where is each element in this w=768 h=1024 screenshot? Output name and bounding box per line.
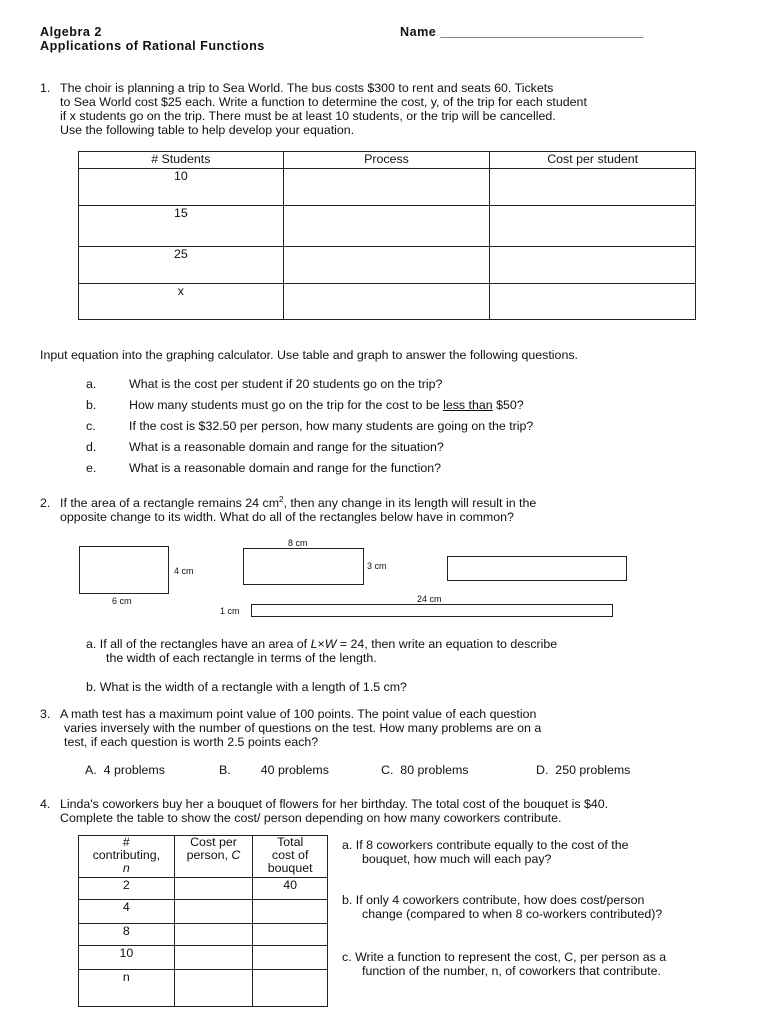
q4-row-total[interactable] — [253, 924, 328, 946]
q4-part-a-line-2: bouquet, how much will each pay? — [362, 852, 552, 866]
choice-d-letter: D. — [536, 763, 549, 777]
q2-superscript: 2 — [279, 494, 284, 504]
q4-part-b-line-1: b. If only 4 coworkers contribute, how does cost/person — [342, 893, 645, 907]
rect2-width-label: 8 cm — [288, 538, 308, 548]
q1-header-students: # Students — [79, 152, 284, 169]
q4-row-n: 8 — [79, 924, 175, 946]
q4-row-n: n — [79, 970, 175, 1007]
choice-c[interactable] — [381, 763, 468, 777]
q2-line-1-end: , then any change in its length will result in the — [283, 496, 537, 510]
q1-part-b-text-start: How many students must go on the trip for the cost to be — [129, 398, 444, 412]
q4-h2-line-2 — [175, 849, 253, 862]
rect1-height-label: 4 cm — [174, 566, 194, 576]
q1-header-process: Process — [283, 152, 490, 169]
q2-part-a-end: = 24, then write an equation to describe — [336, 637, 558, 651]
q1-part-b-underlined: less than — [443, 398, 493, 412]
q1-row-process[interactable] — [283, 247, 490, 284]
q1-part-a-text: What is the cost per student if 20 students go on the trip? — [129, 377, 443, 391]
rectangle-6x4 — [79, 546, 169, 594]
q2-part-a-start: a. If all of the rectangles have an area of — [86, 637, 311, 651]
q4-h2-variable: C — [231, 848, 241, 862]
rect4-width-label: 24 cm — [417, 594, 442, 604]
q4-h2-line-2-text: person, — [186, 848, 232, 862]
rectangle-8x3 — [243, 548, 364, 585]
q1-line-4: Use the following table to help develop your equation. — [60, 123, 355, 137]
q4-line-1: Linda's coworkers buy her a bouquet of flowers for her birthday. The total cost of the bouquet is $40. — [60, 797, 609, 811]
rectangle-unlabeled — [447, 556, 627, 581]
q1-part-a-letter: a. — [86, 377, 97, 391]
q4-row-n: 4 — [79, 900, 175, 924]
q4-part-c-line-1: c. Write a function to represent the cost, C, per person as a — [342, 950, 667, 964]
q4-h2-line-1: Cost per — [190, 835, 237, 849]
q1-row-students: x — [79, 284, 284, 320]
length-variable: L — [310, 637, 318, 651]
times-symbol: × — [317, 637, 325, 651]
choice-b[interactable] — [219, 763, 329, 777]
q4-h3-line-2: cost of — [271, 848, 309, 862]
q2-part-a-line-1 — [86, 637, 557, 651]
q4-part-a-line-1: a. If 8 coworkers contribute equally to the cost of the — [342, 838, 629, 852]
course-title: Algebra 2 — [40, 25, 102, 39]
q4-h1-line-3: n — [122, 861, 130, 875]
q4-part-b-line-2: change (compared to when 8 co-workers contributed)? — [362, 907, 663, 921]
name-label: Name — [400, 25, 437, 39]
q4-row-cost[interactable] — [174, 900, 253, 924]
choice-a-letter: A. — [85, 763, 97, 777]
q4-row-n: 2 — [79, 878, 175, 900]
name-line — [400, 25, 643, 39]
q2-line-1-start: If the area of a rectangle remains 24 cm — [60, 496, 280, 510]
q4-header-contributing — [79, 836, 175, 878]
q2-part-a-line-2: the width of each rectangle in terms of the length. — [106, 651, 377, 665]
q1-row-process[interactable] — [283, 169, 490, 206]
width-variable: W — [324, 637, 337, 651]
q4-table — [78, 835, 328, 1007]
choice-b-letter: B. — [219, 763, 231, 777]
q4-part-c-line-2: function of the number, n, of coworkers that contribute. — [362, 964, 661, 978]
q3-line-3: test, if each question is worth 2.5 points each? — [64, 735, 319, 749]
q1-part-b-letter: b. — [86, 398, 97, 412]
q2-number: 2. — [40, 496, 51, 510]
q4-row-cost[interactable] — [174, 924, 253, 946]
choice-a[interactable] — [85, 763, 165, 777]
choice-a-text: 4 problems — [103, 763, 165, 777]
q2-part-b: b. What is the width of a rectangle with a length of 1.5 cm? — [86, 680, 407, 694]
q1-line-2: to Sea World cost $25 each. Write a function to determine the cost, y, of the trip for each student — [60, 95, 587, 109]
q1-line-1: The choir is planning a trip to Sea World. The bus costs $300 to rent and seats 60. Tickets — [60, 81, 554, 95]
q1-row-process[interactable] — [283, 206, 490, 247]
choice-d[interactable] — [536, 763, 630, 777]
q4-row-total[interactable] — [253, 900, 328, 924]
q1-part-c-letter: c. — [86, 419, 96, 433]
q1-table — [78, 151, 696, 320]
q2-line-2: opposite change to its width. What do all of the rectangles below have in common? — [60, 510, 514, 524]
q1-row-students: 25 — [79, 247, 284, 284]
q4-h1-line-1: # — [122, 835, 130, 849]
q4-row-cost[interactable] — [174, 970, 253, 1007]
q4-line-2: Complete the table to show the cost/ person depending on how many coworkers contribute. — [60, 811, 562, 825]
q2-line-1 — [60, 496, 536, 510]
q1-part-d-text: What is a reasonable domain and range for the situation? — [129, 440, 444, 454]
q4-row-cost[interactable] — [174, 878, 253, 900]
q4-h1-line-2: contributing, — [92, 848, 161, 862]
choice-c-letter: C. — [381, 763, 394, 777]
q1-row-cost[interactable] — [490, 169, 696, 206]
q1-row-process[interactable] — [283, 284, 490, 320]
q4-row-total: 40 — [253, 878, 328, 900]
q4-row-total[interactable] — [253, 946, 328, 970]
q1-row-students: 10 — [79, 169, 284, 206]
q4-header-cost-per-person — [174, 836, 253, 878]
q1-row-students: 15 — [79, 206, 284, 247]
q1-part-d-letter: d. — [86, 440, 97, 454]
q4-h3-line-1: Total — [277, 835, 304, 849]
worksheet-subtitle: Applications of Rational Functions — [40, 39, 265, 53]
q1-part-b-text-end: $50? — [492, 398, 524, 412]
q4-row-total[interactable] — [253, 970, 328, 1007]
rectangle-24x1 — [251, 604, 613, 617]
q1-row-cost[interactable] — [490, 284, 696, 320]
q4-h3-line-3: bouquet — [267, 861, 313, 875]
q1-row-cost[interactable] — [490, 206, 696, 247]
rect4-height-label: 1 cm — [220, 606, 240, 616]
q1-part-c-text: If the cost is $32.50 per person, how many students are going on the trip? — [129, 419, 534, 433]
rect2-height-label: 3 cm — [367, 561, 387, 571]
q1-line-3: if x students go on the trip. There must be at least 10 students, or the trip will be cancelled. — [60, 109, 556, 123]
q1-part-e-text: What is a reasonable domain and range for the function? — [129, 461, 442, 475]
rect1-width-label: 6 cm — [112, 596, 132, 606]
q1-row-cost[interactable] — [490, 247, 696, 284]
q4-row-n: 10 — [79, 946, 175, 970]
name-blank: _____________________________ — [440, 25, 644, 39]
q4-number: 4. — [40, 797, 51, 811]
q1-calculator-intro: Input equation into the graphing calculator. Use table and graph to answer the following questions. — [40, 348, 578, 362]
q4-header-total-cost — [253, 836, 328, 878]
choice-b-text: 40 problems — [260, 763, 329, 777]
choice-d-text: 250 problems — [555, 763, 631, 777]
q4-row-cost[interactable] — [174, 946, 253, 970]
q1-header-cost: Cost per student — [490, 152, 696, 169]
q3-line-1: A math test has a maximum point value of 100 points. The point value of each question — [60, 707, 537, 721]
q1-number: 1. — [40, 81, 51, 95]
q1-part-e-letter: e. — [86, 461, 97, 475]
choice-c-text: 80 problems — [400, 763, 469, 777]
q3-number: 3. — [40, 707, 51, 721]
q3-line-2: varies inversely with the number of questions on the test. How many problems are on a — [64, 721, 542, 735]
q1-part-b-text — [129, 398, 524, 412]
